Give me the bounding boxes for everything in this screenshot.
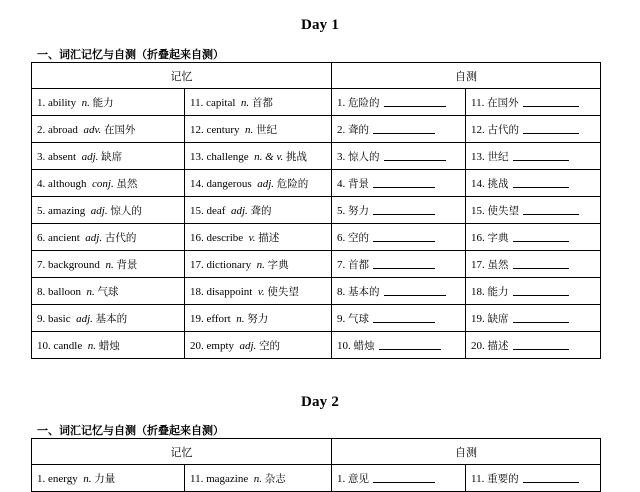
part-of-speech: n. [86, 285, 95, 298]
answer-blank[interactable] [513, 312, 569, 323]
english-word: describe [206, 231, 244, 244]
chinese-prompt: 古代的 [487, 123, 519, 136]
memory-cell [185, 305, 332, 332]
memory-cell [32, 251, 185, 278]
english-word: energy [48, 472, 78, 485]
answer-blank[interactable] [513, 177, 569, 188]
item-number: 17. [471, 258, 485, 271]
chinese-meaning: 使失望 [267, 285, 299, 298]
chinese-prompt: 首都 [348, 258, 369, 271]
table-row [32, 143, 601, 170]
item-number: 11. [190, 96, 204, 109]
english-word: amazing [48, 204, 86, 217]
chinese-prompt: 意见 [348, 472, 369, 485]
self-test-cell [332, 278, 466, 305]
chinese-prompt: 重要的 [487, 472, 519, 485]
answer-blank[interactable] [523, 472, 579, 483]
self-test-cell [332, 251, 466, 278]
answer-blank[interactable] [373, 312, 435, 323]
part-of-speech: adj. [81, 150, 99, 163]
part-of-speech: v. [248, 231, 256, 244]
self-test-cell [466, 278, 601, 305]
table-row [32, 89, 601, 116]
memory-cell [185, 465, 332, 492]
self-test-cell [466, 332, 601, 359]
memory-cell [185, 224, 332, 251]
self-test-cell [332, 170, 466, 197]
item-number: 15. [190, 204, 204, 217]
item-number: 7. [37, 258, 46, 271]
memory-cell [32, 143, 185, 170]
day-1-section-heading: 一、词汇记忆与自测（折叠起来自测） [37, 48, 224, 61]
item-number: 12. [471, 123, 485, 136]
item-number: 13. [471, 150, 485, 163]
memory-cell [32, 224, 185, 251]
item-number: 14. [190, 177, 204, 190]
chinese-meaning: 基本的 [95, 312, 128, 325]
part-of-speech: adj. [90, 204, 108, 217]
item-number: 15. [471, 204, 485, 217]
chinese-prompt: 惊人的 [348, 150, 380, 163]
answer-blank[interactable] [513, 339, 569, 350]
chinese-prompt: 气球 [348, 312, 369, 325]
part-of-speech: n. [83, 472, 92, 485]
item-number: 4. [37, 177, 46, 190]
english-word: ability [48, 96, 77, 109]
chinese-prompt: 聋的 [348, 123, 369, 136]
answer-blank[interactable] [513, 285, 569, 296]
english-word: absent [48, 150, 77, 163]
chinese-meaning: 缺席 [101, 150, 123, 163]
part-of-speech: adj. [239, 339, 257, 352]
memory-column-header: 记忆 [32, 439, 332, 465]
item-number: 16. [471, 231, 485, 244]
item-number: 6. [337, 231, 346, 244]
memory-column-header: 记忆 [32, 63, 332, 89]
chinese-prompt: 背景 [348, 177, 369, 190]
chinese-meaning: 气球 [97, 285, 119, 298]
english-word: empty [206, 339, 234, 352]
part-of-speech: adj. [85, 231, 103, 244]
item-number: 12. [190, 123, 204, 136]
item-number: 17. [190, 258, 204, 271]
memory-cell [185, 170, 332, 197]
memory-cell [32, 197, 185, 224]
memory-cell [185, 116, 332, 143]
english-word: effort [206, 312, 231, 325]
english-word: capital [206, 96, 236, 109]
memory-cell [185, 251, 332, 278]
answer-blank[interactable] [513, 258, 569, 269]
item-number: 6. [37, 231, 46, 244]
item-number: 10. [37, 339, 51, 352]
chinese-meaning: 危险的 [276, 177, 309, 190]
item-number: 11. [471, 472, 485, 485]
memory-cell [185, 332, 332, 359]
part-of-speech: adj. [76, 312, 93, 325]
table-row [32, 278, 601, 305]
item-number: 9. [37, 312, 46, 325]
chinese-meaning: 古代的 [104, 231, 137, 244]
english-word: challenge [206, 150, 249, 163]
table-row [32, 251, 601, 278]
day-1-title: Day 1 [300, 17, 340, 33]
memory-cell [32, 278, 185, 305]
item-number: 16. [190, 231, 204, 244]
part-of-speech: n. [87, 339, 96, 352]
chinese-prompt: 蜡烛 [353, 339, 375, 352]
memory-cell [185, 89, 332, 116]
memory-cell [32, 332, 185, 359]
self-test-cell [466, 170, 601, 197]
item-number: 3. [337, 150, 346, 163]
day-1-table-body [32, 89, 601, 359]
item-number: 2. [37, 123, 46, 136]
table-row [32, 170, 601, 197]
memory-cell [32, 465, 185, 492]
chinese-meaning: 能力 [92, 96, 114, 109]
memory-cell [32, 305, 185, 332]
item-number: 14. [471, 177, 485, 190]
answer-blank[interactable] [513, 150, 569, 161]
self-test-cell [332, 89, 466, 116]
item-number: 20. [471, 339, 485, 352]
answer-blank[interactable] [384, 150, 446, 161]
answer-blank[interactable] [373, 177, 435, 188]
item-number: 19. [471, 312, 485, 325]
english-word: magazine [206, 472, 249, 485]
chinese-meaning: 字典 [267, 258, 289, 271]
self-test-cell [332, 465, 466, 492]
english-word: ancient [48, 231, 80, 244]
english-word: deaf [206, 204, 226, 217]
item-number: 10. [337, 339, 351, 352]
english-word: background [48, 258, 100, 271]
chinese-prompt: 在国外 [487, 96, 519, 109]
self-test-cell [466, 197, 601, 224]
table-header-row [32, 63, 601, 89]
self-test-column-header: 自测 [332, 439, 601, 465]
chinese-prompt: 危险的 [348, 96, 380, 109]
part-of-speech: n. [244, 123, 254, 136]
chinese-meaning: 力量 [94, 472, 116, 485]
answer-blank[interactable] [373, 472, 435, 483]
table-header-row [32, 439, 601, 465]
item-number: 19. [190, 312, 204, 325]
day-1-vocab-table [31, 62, 601, 359]
chinese-meaning: 首都 [251, 96, 273, 109]
part-of-speech: n. [253, 472, 262, 485]
chinese-meaning: 挑战 [286, 150, 308, 163]
item-number: 4. [337, 177, 346, 190]
day-2-section-heading: 一、词汇记忆与自测（折叠起来自测） [37, 424, 224, 437]
answer-blank[interactable] [379, 339, 441, 350]
self-test-cell [466, 116, 601, 143]
chinese-meaning: 在国外 [104, 123, 136, 136]
table-row [32, 197, 601, 224]
english-word: balloon [48, 285, 81, 298]
answer-blank[interactable] [384, 96, 446, 107]
answer-blank[interactable] [373, 258, 435, 269]
table-row [32, 465, 601, 492]
answer-blank[interactable] [523, 96, 579, 107]
day-2-title: Day 2 [300, 394, 340, 410]
answer-blank[interactable] [373, 204, 435, 215]
item-number: 5. [337, 204, 346, 217]
item-number: 8. [337, 285, 346, 298]
item-number: 1. [37, 96, 46, 109]
answer-blank[interactable] [523, 204, 579, 215]
table-row [32, 332, 601, 359]
item-number: 11. [190, 472, 204, 485]
chinese-meaning: 背景 [116, 258, 138, 271]
chinese-prompt: 世纪 [487, 150, 509, 163]
answer-blank[interactable] [373, 231, 435, 242]
self-test-cell [466, 251, 601, 278]
memory-cell [32, 170, 185, 197]
table-row [32, 305, 601, 332]
item-number: 5. [37, 204, 46, 217]
english-word: basic [48, 312, 71, 325]
item-number: 1. [337, 472, 346, 485]
part-of-speech: n. [105, 258, 114, 271]
item-number: 9. [337, 312, 346, 325]
chinese-meaning: 蜡烛 [98, 339, 120, 352]
english-word: disappoint [206, 285, 253, 298]
chinese-prompt: 努力 [348, 204, 369, 217]
english-word: abroad [48, 123, 78, 136]
memory-cell [185, 143, 332, 170]
part-of-speech: adj. [257, 177, 275, 190]
english-word: dangerous [206, 177, 252, 190]
chinese-prompt: 基本的 [348, 285, 380, 298]
chinese-prompt: 字典 [487, 231, 509, 244]
chinese-prompt: 能力 [487, 285, 509, 298]
english-word: candle [53, 339, 83, 352]
chinese-prompt: 描述 [487, 339, 509, 352]
chinese-meaning: 惊人的 [110, 204, 142, 217]
answer-blank[interactable] [384, 285, 446, 296]
part-of-speech: adv. [83, 123, 102, 136]
part-of-speech: n. [236, 312, 245, 325]
chinese-prompt: 虽然 [487, 258, 509, 271]
part-of-speech: adj. [230, 204, 248, 217]
table-row [32, 224, 601, 251]
answer-blank[interactable] [373, 123, 435, 134]
part-of-speech: v. [257, 285, 265, 298]
chinese-meaning: 世纪 [255, 123, 277, 136]
part-of-speech: n. [81, 96, 90, 109]
chinese-meaning: 杂志 [264, 472, 286, 485]
answer-blank[interactable] [513, 231, 569, 242]
part-of-speech: n. & v. [254, 150, 284, 163]
english-word: although [48, 177, 87, 190]
item-number: 1. [37, 472, 46, 485]
memory-cell [32, 89, 185, 116]
part-of-speech: n. [256, 258, 265, 271]
chinese-meaning: 空的 [259, 339, 281, 352]
chinese-meaning: 描述 [258, 231, 280, 244]
part-of-speech: n. [240, 96, 250, 109]
self-test-cell [332, 305, 466, 332]
chinese-meaning: 努力 [247, 312, 269, 325]
memory-cell [185, 197, 332, 224]
part-of-speech: conj. [92, 177, 114, 190]
chinese-prompt: 使失望 [487, 204, 519, 217]
chinese-prompt: 挑战 [487, 177, 509, 190]
self-test-cell [332, 143, 466, 170]
self-test-cell [332, 332, 466, 359]
item-number: 20. [190, 339, 204, 352]
english-word: century [206, 123, 240, 136]
english-word: dictionary [206, 258, 252, 271]
item-number: 13. [190, 150, 204, 163]
self-test-cell [466, 143, 601, 170]
chinese-meaning: 聋的 [250, 204, 272, 217]
item-number: 18. [190, 285, 204, 298]
self-test-cell [332, 197, 466, 224]
chinese-prompt: 空的 [348, 231, 369, 244]
self-test-cell [466, 305, 601, 332]
item-number: 18. [471, 285, 485, 298]
self-test-cell [466, 89, 601, 116]
chinese-prompt: 缺席 [487, 312, 509, 325]
self-test-cell [332, 224, 466, 251]
day-2-table-body [32, 465, 601, 492]
self-test-column-header: 自测 [332, 63, 601, 89]
item-number: 3. [37, 150, 46, 163]
item-number: 8. [37, 285, 46, 298]
item-number: 7. [337, 258, 346, 271]
self-test-cell [466, 224, 601, 251]
memory-cell [185, 278, 332, 305]
memory-cell [32, 116, 185, 143]
self-test-cell [332, 116, 466, 143]
item-number: 11. [471, 96, 485, 109]
item-number: 2. [337, 123, 346, 136]
self-test-cell [466, 465, 601, 492]
item-number: 1. [337, 96, 346, 109]
table-row [32, 116, 601, 143]
chinese-meaning: 虽然 [116, 177, 138, 190]
answer-blank[interactable] [523, 123, 579, 134]
